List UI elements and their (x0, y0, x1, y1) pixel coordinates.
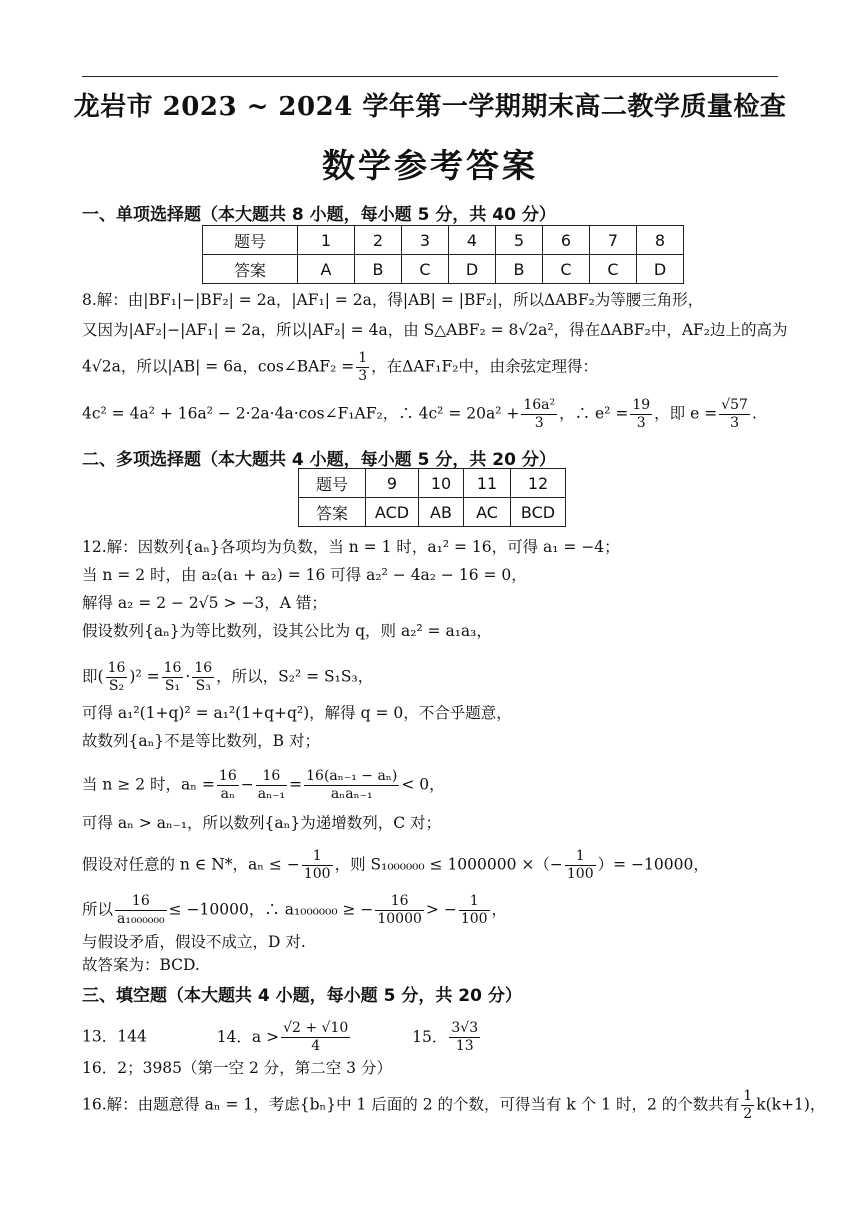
section3-heading: 三、填空题（本大题共 4 小题，每小题 5 分，共 20 分） (82, 986, 522, 1006)
q12-line8: 当 n ≥ 2 时，aₙ = $\frac{16}{\text{aₙ}}$ − $\frac{16}{\text{aₙ₋₁}}$ = $\frac{\text{16(aₙ₋₁ − aₙ)}}{\text{aₙaₙ₋₁}}$ < 0， (82, 768, 445, 802)
q8-line1: 8.解：由|BF₁|−|BF₂| = 2a，|AF₁| = 2a，得|AB| = |BF₂|，所以ΔABF₂为等腰三角形， (82, 291, 704, 309)
table-row-answers (299, 498, 566, 527)
question-number: 5 (496, 226, 543, 255)
section1-answer-table (202, 225, 684, 284)
q12-line2: 当 n = 2 时，由 a₂(a₁ + a₂) = 16 可得 a₂² − 4a₂ − 16 = 0， (82, 566, 527, 584)
q8-line3: 4√2a，所以|AB| = 6a，cos∠BAF₂ = $\frac{1}{3}$ ，在ΔAF₁F₂中，由余弦定理得： (82, 350, 598, 384)
section2-heading: 二、多项选择题（本大题共 4 小题，每小题 5 分，共 20 分） (82, 450, 556, 470)
q12-line13: 故答案为：BCD. (82, 956, 200, 974)
section1-heading: 一、单项选择题（本大题共 8 小题，每小题 5 分，共 40 分） (82, 205, 556, 225)
row-label: 答案 (299, 498, 366, 527)
fraction: $\frac{\text{16(aₙ₋₁ − aₙ)}}{\text{aₙaₙ₋₁}}$ (306, 768, 398, 802)
fraction: $\frac{16}{\text{aₙ}}$ (218, 768, 237, 802)
table-row-numbers (299, 469, 566, 498)
fraction: $\frac{16}{10000}$ (377, 893, 422, 927)
fraction: $\frac{\text{16a²}}{3}$ (523, 397, 556, 431)
q12-line10: 假设对任意的 n ∈ N*，aₙ ≤ − $\frac{1}{100}$ ，则 S₁₀₀₀₀₀₀ ≤ 1000000 ×（− $\frac{1}{100}$ ）= −10000， (82, 848, 709, 882)
question-number: 9 (366, 469, 419, 498)
fraction: $\frac{√57}{3}$ (721, 397, 748, 431)
answer-13: 13．144 (82, 1027, 147, 1046)
answer-key-title: 数学参考答案 (322, 146, 538, 185)
fraction: $\frac{1}{100}$ (303, 848, 331, 882)
question-number: 10 (419, 469, 464, 498)
table-row-numbers (203, 226, 684, 255)
fill-in-answers-row (82, 1020, 482, 1055)
fraction: $\frac{16}{\text{S₁}}$ (163, 660, 182, 694)
q12-line7: 故数列{aₙ}不是等比数列，B 对； (82, 732, 320, 750)
question-number: 12 (511, 469, 566, 498)
question-number: 11 (464, 469, 511, 498)
fraction: $\frac{1}{100}$ (460, 893, 488, 927)
answer-14: 14．a > $\frac{√2 + √10}{4}$ (216, 1020, 349, 1054)
answer-cell: ACD (366, 498, 419, 527)
question-number: 4 (449, 226, 496, 255)
fraction: $\frac{1}{2}$ (743, 1088, 753, 1122)
top-rule (82, 76, 778, 77)
answer-cell: D (449, 255, 496, 284)
answer-cell: C (543, 255, 590, 284)
fraction: $\frac{16}{\text{S₂}}$ (107, 660, 126, 694)
q12-line4: 假设数列{aₙ}为等比数列，设其公比为 q，则 a₂² = a₁a₃， (82, 622, 492, 640)
answer-cell: AB (419, 498, 464, 527)
q12-line9: 可得 aₙ > aₙ₋₁，所以数列{aₙ}为递增数列，C 对； (82, 814, 442, 832)
fraction: $\frac{16}{\text{a₁₀₀₀₀₀₀}}$ (117, 893, 165, 927)
fraction: $\frac{1}{3}$ (358, 350, 368, 384)
fraction: $\frac{√2 + √10}{4}$ (283, 1020, 349, 1054)
answer-cell: C (402, 255, 449, 284)
answer-cell: B (355, 255, 402, 284)
q8-line4: 4c² = 4a² + 16a² − 2·2a·4a·cos∠F₁AF₂，∴ 4c² = 20a² + $\frac{\text{16a²}}{3}$ ，∴ e² = $\frac{19}{3}$ ，即 e = $\frac{√57}{3}$ . (82, 397, 757, 431)
fraction: $\frac{16}{\text{S₃}}$ (194, 660, 213, 694)
question-number: 3 (402, 226, 449, 255)
answer-15: 15． $\frac{3√3}{13}$ (412, 1020, 479, 1054)
row-label: 题号 (299, 469, 366, 498)
q12-line3: 解得 a₂ = 2 − 2√5 > −3，A 错； (82, 594, 327, 612)
answer-cell: A (298, 255, 355, 284)
section2-answer-table (298, 468, 566, 527)
answer-cell: B (496, 255, 543, 284)
fraction: $\frac{16}{\text{aₙ₋₁}}$ (257, 768, 286, 802)
row-label: 题号 (203, 226, 298, 255)
exam-title: 龙岩市 2023 ~ 2024 学年第一学期期末高二教学质量检查 (73, 92, 787, 122)
row-label: 答案 (203, 255, 298, 284)
fraction: $\frac{1}{100}$ (566, 848, 594, 882)
question-number: 2 (355, 226, 402, 255)
question-number: 6 (543, 226, 590, 255)
table-row-answers (203, 255, 684, 284)
q16-solution-line1: 16.解：由题意得 aₙ = 1，考虑{bₙ}中 1 后面的 2 的个数，可得当有 k 个 1 时，2 的个数共有 $\frac{1}{2}$ k(k+1)， (82, 1088, 826, 1122)
q12-line1: 12.解：因数列{aₙ}各项均为负数，当 n = 1 时，a₁² = 16，可得 a₁ = −4； (82, 538, 620, 556)
question-number: 8 (637, 226, 684, 255)
q12-line12: 与假设矛盾，假设不成立，D 对. (82, 933, 306, 951)
answer-cell: AC (464, 498, 511, 527)
answer-16: 16．2；3985（第一空 2 分，第二空 3 分） (82, 1059, 392, 1077)
answer-cell: C (590, 255, 637, 284)
answer-cell: BCD (511, 498, 566, 527)
question-number: 1 (298, 226, 355, 255)
question-number: 7 (590, 226, 637, 255)
q12-line11: 所以 $\frac{16}{\text{a₁₀₀₀₀₀₀}}$ ≤ −10000，∴ a₁₀₀₀₀₀₀ ≥ − $\frac{16}{10000}$ > − $\frac{1}{100}$ ， (82, 893, 508, 927)
fraction: $\frac{19}{3}$ (632, 397, 651, 431)
q12-line6: 可得 a₁²(1+q)² = a₁²(1+q+q²)，解得 q = 0，不合乎题意， (82, 704, 512, 722)
q8-line2: 又因为|AF₂|−|AF₁| = 2a，所以|AF₂| = 4a，由 S△ABF₂ = 8√2a²，得在ΔABF₂中，AF₂边上的高为 (82, 321, 788, 339)
fraction: $\frac{3√3}{13}$ (451, 1020, 479, 1054)
q12-line5: 即( $\frac{16}{\text{S₂}}$ )² = $\frac{16}{\text{S₁}}$ · $\frac{16}{\text{S₃}}$ ，所以，S₂² = S₁S₃， (82, 660, 374, 694)
answer-cell: D (637, 255, 684, 284)
